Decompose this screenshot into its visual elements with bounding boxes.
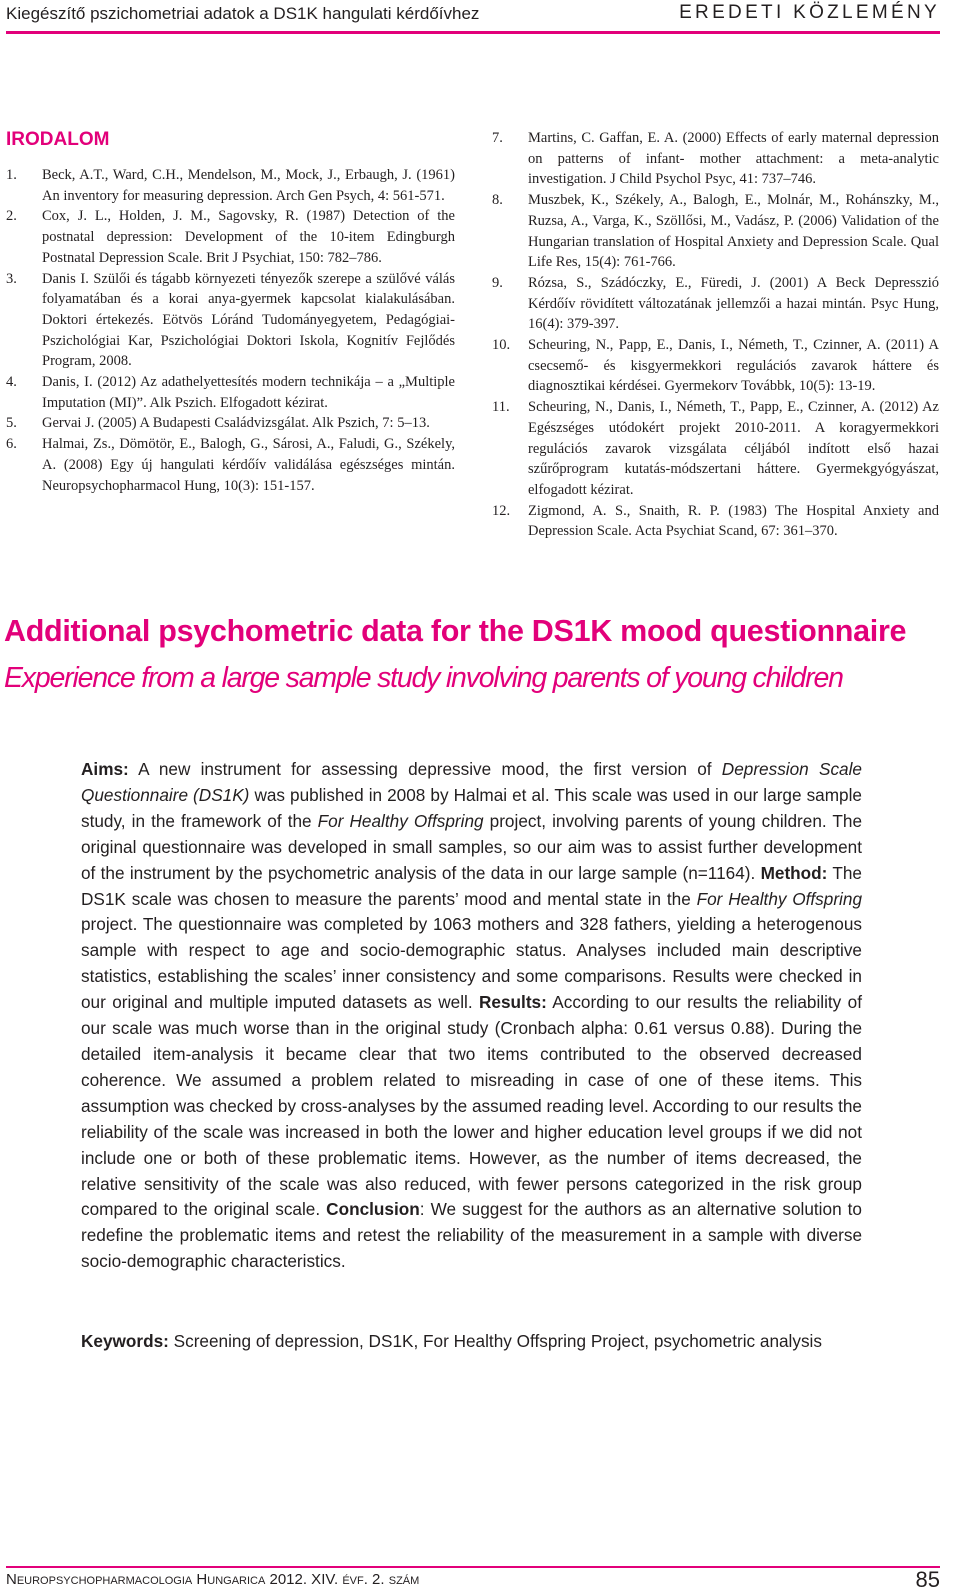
reference-item	[492, 273, 939, 335]
reference-text: Zigmond, A. S., Snaith, R. P. (1983) The Hospital Anxiety and Depression Scale. Acta Psychiat Scand, 67: 361–370.	[528, 502, 939, 540]
reference-text: Gervai J. (2005) A Budapesti Családvizsgálat. Alk Pszich, 7: 5–13.	[42, 415, 430, 432]
reference-number: 2.	[6, 208, 17, 225]
running-title: Kiegészítő pszichometriai adatok a DS1K hangulati kérdőívhez	[6, 4, 480, 23]
reference-list-left	[6, 165, 455, 496]
results-text: According to our results the reliability of our scale was much worse than in the original study (Cronbach alpha: 0.61 versus 0.88). During the detailed item-analysis it became clear that two items contributed to the observed decreased coherence. We assumed a problem related to misreading in case of one of these items. This assumption was checked by cross-analyses by the assumed reading level. According to our results the reliability of the scale was increased in both the lower and higher education level groups if we did not include one or both of these problematic items. However, as the number of items decreased, the relative sensitivity of the scale was also reduced, with fewer persons categorized in the risk group compared to the original scale.	[81, 992, 862, 1220]
page-number: 85	[915, 1567, 940, 1592]
reference-text: Scheuring, N., Danis, I., Németh, T., Papp, E., Czinner, A. (2012) Az Egészséges utódokért projekt 2010-2011. A koragyermekkori regulációs zavarok vizsgálata céljából indított első hazai szűrőprogram kutatás-módszertani háttere. Gyermekgyógyászat, elfogadott kézirat.	[528, 399, 939, 498]
reference-item	[492, 128, 939, 190]
reference-item	[6, 206, 455, 268]
english-title: Additional psychometric data for the DS1K mood questionnaire	[4, 614, 907, 648]
reference-text: Martins, C. Gaffan, E. A. (2000) Effects of early maternal depression on patterns of infant- mother attachment: a meta-analytic investigation. J Child Psychol Psyc, 41: 737–746.	[528, 130, 939, 188]
references-left-column	[6, 128, 455, 496]
conclusion-text: : We suggest for the authors as an alternative solution to redefine the problematic items and retest the reliability of the measurement in a sample with diverse socio-demographic characteristics.	[81, 1199, 862, 1272]
reference-number: 8.	[492, 192, 503, 209]
keywords-label: Keywords:	[81, 1331, 169, 1351]
reference-item	[492, 501, 939, 542]
reference-item	[6, 165, 455, 206]
reference-text: Cox, J. L., Holden, J. M., Sagovsky, R. (1987) Detection of the postnatal depression: Development of the 10-item Edingburgh Postnatal Depression Scale. Brit J Psychiat, 150: 782–786.	[42, 208, 455, 266]
reference-item	[492, 397, 939, 501]
aims-emphasis: For Healthy Offspring	[317, 810, 484, 831]
keywords	[81, 1328, 881, 1354]
reference-text: Rózsa, S., Szádóczky, E., Füredi, J. (2001) A Beck Depresszió Kérdőív rövidített változatának jellemzői a hazai mintán. Psyc Hung, 16(4): 379-397.	[528, 274, 939, 333]
reference-number: 12.	[492, 502, 511, 519]
reference-text: Beck, A.T., Ward, C.H., Mendelson, M., Mock, J., Erbaugh, J. (1961) An inventory for measuring depression. Arch Gen Psych, 4: 561-571.	[42, 167, 455, 204]
reference-number: 5.	[6, 415, 17, 432]
reference-text: Danis I. Szülői és tágabb környezeti tényezők szerepe a szülővé válás folyamatában és a korai anya-gyermek kapcsolat kialakulásában. Doktori értekezés. Eötvös Lóránd Tudományegyetem, Pedagógiai-Pszichológiai Kar, Pszichológiai Doktori Iskola, Kognitív Fejlődés Program, 2008.	[42, 270, 455, 370]
reference-item	[6, 372, 455, 413]
article-type-label: EREDETI KÖZLEMÉNY	[679, 2, 940, 23]
reference-text: Halmai, Zs., Dömötör, E., Balogh, G., Sárosi, A., Faludi, G., Székely, A. (2008) Egy új hangulati kérdőív validálása egészséges mintán. Neuropsychopharmacol Hung, 10(3): 151-157.	[42, 436, 455, 494]
conclusion-label: Conclusion	[326, 1199, 420, 1220]
aims-text: A new instrument for assessing depressive mood, the first version of	[128, 759, 722, 779]
aims-text: was published in 2008 by Halmai et al. This scale was used in our large sample study, in the framework of the	[81, 784, 862, 831]
method-label: Method:	[760, 862, 828, 883]
keywords-text: Screening of depression, DS1K, For Healthy Offspring Project, psychometric analysis	[168, 1331, 822, 1351]
footer-divider	[6, 1566, 940, 1568]
reference-number: 3.	[6, 270, 17, 287]
reference-number: 7.	[492, 130, 503, 146]
reference-list-right	[492, 128, 939, 542]
references-heading: IRODALOM	[6, 129, 110, 150]
journal-citation: Neuropsychopharmacologia Hungarica 2012. XIV. évf. 2. szám	[6, 1571, 420, 1588]
aims-emphasis: Depression Scale Questionnaire (DS1K)	[81, 759, 862, 805]
reference-item	[6, 434, 455, 496]
reference-item	[6, 413, 455, 434]
reference-number: 1.	[6, 167, 17, 183]
reference-item	[492, 190, 939, 273]
reference-number: 4.	[6, 374, 17, 391]
method-emphasis: For Healthy Offspring	[696, 888, 862, 909]
running-header	[6, 0, 940, 32]
reference-item	[6, 269, 455, 373]
header-divider	[6, 31, 940, 34]
method-text: The DS1K scale was chosen to measure the parents’ mood and mental state in the	[81, 862, 862, 909]
reference-number: 10.	[492, 337, 511, 354]
reference-text: Muszbek, K., Székely, A., Balogh, E., Molnár, M., Rohánszky, M., Ruzsa, A., Varga, K., Szöllősi, M., Vadász, P. (2006) Validation of the Hungarian translation of Hospital Anxiety and Depression Scale. Qual Life Res, 15(4): 761-766.	[528, 192, 939, 271]
aims-label: Aims:	[81, 759, 129, 779]
reference-text: Danis, I. (2012) Az adathelyettesítés modern technikája – a „Multiple Imputation (MI)”. Alk Pszich. Elfogadott kézirat.	[42, 374, 455, 411]
references-right-column	[492, 128, 939, 542]
results-label: Results:	[479, 992, 547, 1013]
reference-item	[492, 335, 939, 397]
aims-text: project, involving parents of young children. The original questionnaire was developed in small samples, so our aim was to assist further development of the instrument by the psychometric analysis of the data in our large sample (n=1164).	[81, 810, 863, 883]
reference-number: 9.	[492, 274, 503, 291]
reference-number: 6.	[6, 436, 17, 453]
reference-number: 11.	[492, 399, 510, 416]
abstract	[81, 757, 862, 1275]
method-text: project. The questionnaire was completed by 1063 mothers and 328 fathers, yielding a heterogenous sample with respect to age and socio-demographic status. Analyses included main descriptive statistics, establishing the scales’ inner consistency and some comparisons. Results were checked in our original and multiple imputed datasets as well.	[81, 914, 862, 1013]
reference-text: Scheuring, N., Papp, E., Danis, I., Németh, T., Czinner, A. (2011) A csecsemő- és kisgyermekkori regulációs zavarok háttere és diagnosztikai kérdései. Gyermekorv Továbbk, 10(5): 13-19.	[528, 337, 939, 395]
english-subtitle: Experience from a large sample study involving parents of young children	[4, 662, 843, 694]
